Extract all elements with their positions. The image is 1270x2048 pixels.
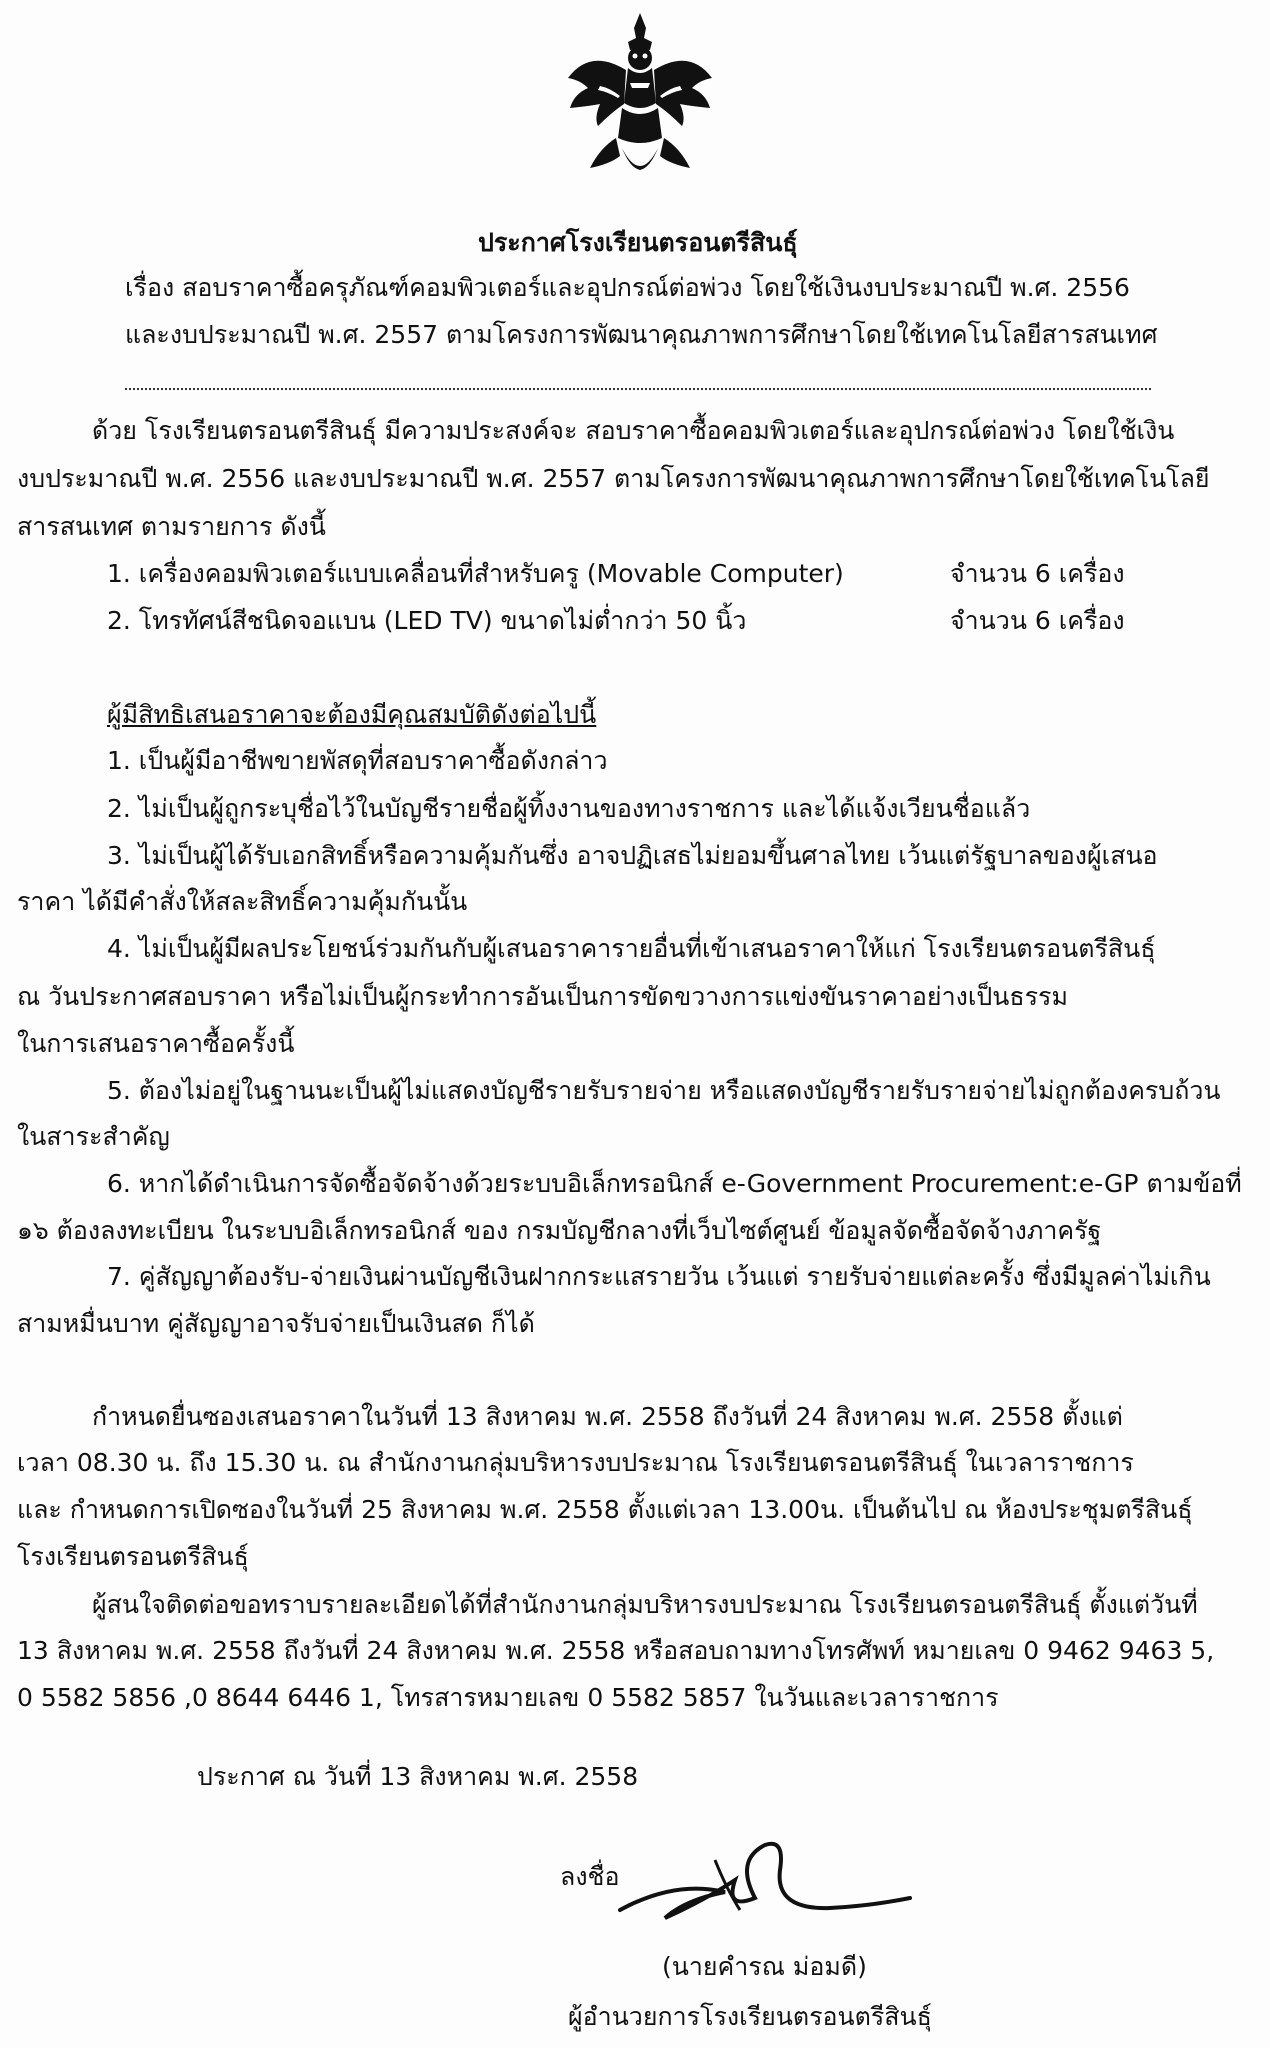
- qualification-5a: 5. ต้องไม่อยู่ในฐานนะเป็นผู้ไม่แสดงบัญชีรายรับรายจ่าย หรือแสดงบัญชีรายรับรายจ่ายไม่ถูกต้องครบถ้วน: [107, 1076, 1221, 1105]
- qualification-4c: ในการเสนอราคาซื้อครั้งนี้: [17, 1029, 295, 1058]
- contact-line-2: 13 สิงหาคม พ.ศ. 2558 ถึงวันที่ 24 สิงหาคม พ.ศ. 2558 หรือสอบถามทางโทรศัพท์ หมายเลข 0 9462 9463 5,: [17, 1636, 1215, 1665]
- qualification-4b: ณ วันประกาศสอบราคา หรือไม่เป็นผู้กระทำการอันเป็นการขัดขวางการแข่งขันราคาอย่างเป็นธรรม: [17, 982, 1068, 1011]
- schedule-line-4: โรงเรียนตรอนตรีสินธุ์: [17, 1542, 249, 1571]
- intro-line-1: ด้วย โรงเรียนตรอนตรีสินธุ์ มีความประสงค์จะ สอบราคาซื้อคอมพิวเตอร์และอุปกรณ์ต่อพ่วง โดยใช้เงิน: [92, 416, 1175, 445]
- schedule-line-3: และ กำหนดการเปิดซองในวันที่ 25 สิงหาคม พ.ศ. 2558 ตั้งแต่เวลา 13.00น. เป็นต้นไป ณ ห้องประชุมตรีสินธุ์: [17, 1495, 1193, 1524]
- page-title: ประกาศโรงเรียนตรอนตรีสินธุ์: [478, 228, 798, 257]
- qualification-1: 1. เป็นผู้มีอาชีพขายพัสดุที่สอบราคาซื้อดังกล่าว: [107, 746, 608, 775]
- qualification-6a: 6. หากได้ดำเนินการจัดซื้อจัดจ้างด้วยระบบอิเล็กทรอนิกส์ e-Government Procurement:e-GP ตามข้อที่: [107, 1169, 1242, 1198]
- qualification-6b: ๑๖ ต้องลงทะเบียน ในระบบอิเล็กทรอนิกส์ ของ กรมบัญชีกลางที่เว็บไซต์ศูนย์ ข้อมูลจัดซื้อจัดจ้างภาครัฐ: [17, 1216, 1102, 1245]
- intro-line-2: งบประมาณปี พ.ศ. 2556 และงบประมาณปี พ.ศ. 2557 ตามโครงการพัฒนาคุณภาพการศึกษาโดยใช้เทคโนโลยี: [17, 464, 1210, 493]
- item-2-name: 2. โทรทัศน์สีชนิดจอแบน (LED TV) ขนาดไม่ต่ำกว่า 50 นิ้ว: [107, 606, 747, 635]
- qualification-4a: 4. ไม่เป็นผู้มีผลประโยชน์ร่วมกันกับผู้เสนอราคารายอื่นที่เข้าเสนอราคาให้แก่ โรงเรียนตรอนตรีสินธุ์: [107, 934, 1156, 963]
- signature-label: ลงชื่อ: [560, 1862, 620, 1891]
- signature-mark: [615, 1840, 915, 1930]
- contact-line-1: ผู้สนใจติดต่อขอทราบรายละเอียดได้ที่สำนักงานกลุ่มบริหารงบประมาณ โรงเรียนตรอนตรีสินธุ์ ตั้งแต่วันที่: [92, 1590, 1198, 1619]
- item-2-qty: จำนวน 6 เครื่อง: [950, 606, 1125, 635]
- schedule-line-2: เวลา 08.30 น. ถึง 15.30 น. ณ สำนักงานกลุ่มบริหารงบประมาณ โรงเรียนตรอนตรีสินธุ์ ในเวลาราชการ: [17, 1448, 1134, 1477]
- contact-line-3: 0 5582 5856 ,0 8644 6446 1, โทรสารหมายเลข 0 5582 5857 ในวันและเวลาราชการ: [17, 1683, 999, 1712]
- qualifications-heading: ผู้มีสิทธิเสนอราคาจะต้องมีคุณสมบัติดังต่อไปนี้: [107, 700, 597, 729]
- subject-line-1: เรื่อง สอบราคาซื้อครุภัณฑ์คอมพิวเตอร์และอุปกรณ์ต่อพ่วง โดยใช้เงินงบประมาณปี พ.ศ. 2556: [125, 273, 1130, 302]
- qualification-3b: ราคา ได้มีคำสั่งให้สละสิทธิ์ความคุ้มกันนั้น: [17, 887, 468, 916]
- qualification-7b: สามหมื่นบาท คู่สัญญาอาจรับจ่ายเป็นเงินสด ก็ได้: [17, 1309, 535, 1338]
- signatory-position: ผู้อำนวยการโรงเรียนตรอนตรีสินธุ์: [568, 2002, 932, 2031]
- signatory-name: (นายคำรณ ม่อมดี): [662, 1952, 867, 1981]
- announce-date: ประกาศ ณ วันที่ 13 สิงหาคม พ.ศ. 2558: [197, 1762, 639, 1791]
- garuda-emblem-icon: [560, 8, 720, 188]
- schedule-line-1: กำหนดยื่นซองเสนอราคาในวันที่ 13 สิงหาคม พ.ศ. 2558 ถึงวันที่ 24 สิงหาคม พ.ศ. 2558 ตั้งแต่: [92, 1402, 1123, 1431]
- subject-line-2: และงบประมาณปี พ.ศ. 2557 ตามโครงการพัฒนาคุณภาพการศึกษาโดยใช้เทคโนโลยีสารสนเทศ: [125, 320, 1158, 349]
- dotted-divider: [125, 388, 1151, 390]
- qualification-3a: 3. ไม่เป็นผู้ได้รับเอกสิทธิ์หรือความคุ้มกันซึ่ง อาจปฏิเสธไม่ยอมขึ้นศาลไทย เว้นแต่รัฐบาลของผู้เสนอ: [107, 841, 1158, 870]
- item-1-name: 1. เครื่องคอมพิวเตอร์แบบเคลื่อนที่สำหรับครู (Movable Computer): [107, 559, 844, 588]
- item-1-qty: จำนวน 6 เครื่อง: [950, 559, 1125, 588]
- qualification-2: 2. ไม่เป็นผู้ถูกระบุชื่อไว้ในบัญชีรายชื่อผู้ทิ้งงานของทางราชการ และได้แจ้งเวียนชื่อแล้ว: [107, 794, 1031, 823]
- intro-line-3: สารสนเทศ ตามรายการ ดังนี้: [17, 512, 326, 541]
- qualification-5b: ในสาระสำคัญ: [17, 1122, 170, 1151]
- qualification-7a: 7. คู่สัญญาต้องรับ-จ่ายเงินผ่านบัญชีเงินฝากกระแสรายวัน เว้นแต่ รายรับจ่ายแต่ละครั้ง ซึ่งมีมูลค่าไม่เกิน: [107, 1262, 1211, 1291]
